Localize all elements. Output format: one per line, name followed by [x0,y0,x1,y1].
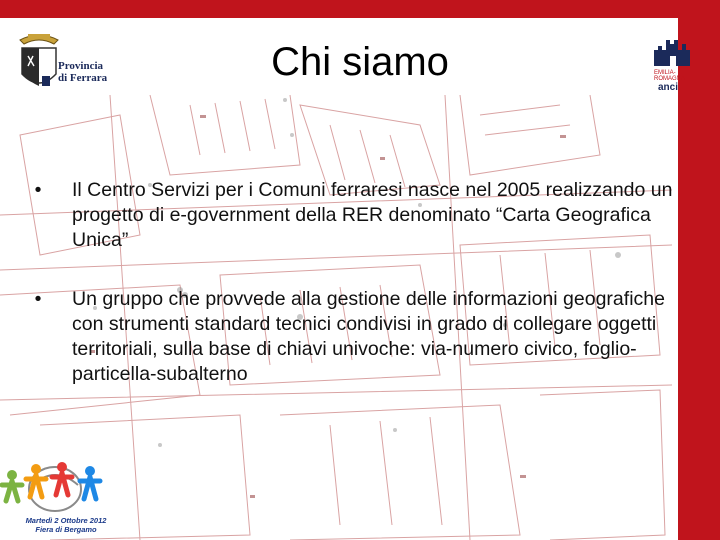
bullet-list [28,178,676,421]
logo-left-line2: di Ferrara [58,72,108,84]
bullet-item [28,287,676,387]
right-accent-bar [678,18,720,540]
bullet-text: Un gruppo che provvede alla gestione delle informazioni geografiche con strumenti standard tecnici condivisi in grado di collegare oggetti territoriali, sulla base di chiavi univoche: via-numero civico, foglio- particella-subalterno [72,288,665,385]
event-date: Martedì 2 Ottobre 2012 [25,516,107,525]
logo-right-region: EMILIA-ROMAGNA [654,70,686,82]
logo-right-org: anci [658,82,679,93]
castle-icon [650,38,698,68]
provincia-ferrara-logo-text [58,60,107,84]
bullet-icon: • [34,179,42,201]
logo-left-line1: Provincia [58,60,104,72]
people-figures-icon [0,455,110,517]
slide-title: Chi siamo [271,40,449,84]
event-venue: Fiera di Bergamo [35,525,97,534]
bullet-item [28,178,676,253]
coat-of-arms-icon [14,30,64,96]
event-caption [6,516,126,534]
bullet-text: Il Centro Servizi per i Comuni ferraresi nasce nel 2005 realizzando un progetto di e-government della RER denominato “Carta Geografica Unica” [72,179,673,251]
top-accent-bar [0,0,720,18]
bullet-icon: • [34,288,42,310]
